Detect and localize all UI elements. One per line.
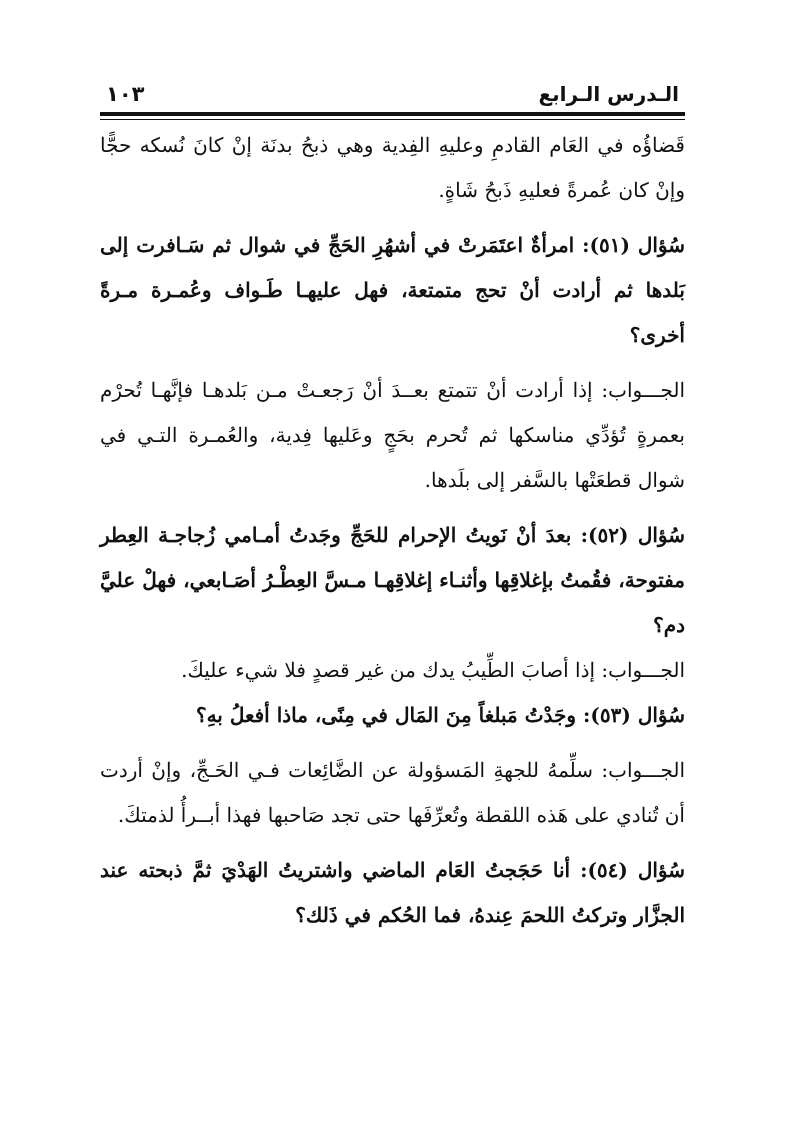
question-label: سُؤال (٥١): [582,233,685,257]
question-54 [100,848,685,938]
question-label: سُؤال (٥٤): [580,858,685,882]
page-number: ١٠٣ [106,82,145,106]
paragraph-text: قَضاؤُه في العَام القادمِ وعليهِ الفِدية وهي ذبحُ بدنَة إنْ كانَ نُسكه حجًّا وإنْ كان عُمرةً فعليهِ ذَبحُ شَاةٍ. [100,133,685,202]
question-text: وجَدْتُ مَبلغاً مِنَ المَال في مِنًى، ماذا أفعلُ بهِ؟ [195,703,584,727]
answer-text: سلِّمهُ للجهةِ المَسؤولة عن الضَّائِعات فـي الحَـجِّ، وإنْ أردت أن تُنادي على هَذه اللقطة وتُعرِّفَها حتى تجد صَاحبها فهذا أبــرأُ لذمتكَ. [100,758,685,827]
answer-text: إذا أرادت أنْ تتمتع بعــدَ أنْ رَجعـتْ مـن بَلدهـا فإنَّهـا تُحرْم بعمرةٍ تُؤدِّي مناسكها ثم تُحرم بحَجٍ وعَليها فِدية، والعُمـرة التـي في شوال قطعَتْها بالسَّفر إلى بلَدها. [100,378,685,492]
question-52 [100,513,685,648]
answer-text: إذا أصابَ الطِّيبُ يدك من غير قصدٍ فلا شيء عليكَ. [181,658,602,682]
running-header [100,70,685,106]
chapter-title: الـدرس الـرابع [538,82,679,106]
header-rule-thin [100,119,685,120]
question-text: امرأةٌ اعتَمَرتْ في أشهُرِ الحَجِّ في شوال ثم سَـافرت إلى بَلدها ثم أرادت أنْ تحج متمتعة، فهل عليهـا طَـواف وعُمـرة مـرةً أخرى؟ [100,233,685,347]
question-label: سُؤال (٥٣): [583,703,685,727]
question-51 [100,223,685,358]
header-rule-thick [100,112,685,116]
answer-52 [100,648,685,693]
answer-51 [100,368,685,503]
answer-label: الجـــواب: [601,378,685,402]
question-53 [100,693,685,738]
question-text: أنا حَجَجتُ العَام الماضي واشتريتُ الهَدْيَ ثمَّ ذبحته عند الجزَّار وتركتُ اللحمَ عِندهُ، فما الحُكم في ذَلك؟ [100,858,685,927]
answer-label: الجـــواب: [601,758,685,782]
continuation-paragraph [100,123,685,213]
answer-label: الجـــواب: [601,658,685,682]
book-page [100,70,685,938]
question-label: سُؤال (٥٢): [580,523,685,547]
question-text: بعدَ أنْ نَويتُ الإحرام للحَجِّ وجَدتُ أمـامي زُجاجـة العِطر مفتوحة، فقُمتُ بإغلاقِها وأثنـاء إغلاقِهـا مـسَّ العِطْـرُ أصَـابعي، فهلْ عليَّ دم؟ [100,523,685,637]
answer-53 [100,748,685,838]
